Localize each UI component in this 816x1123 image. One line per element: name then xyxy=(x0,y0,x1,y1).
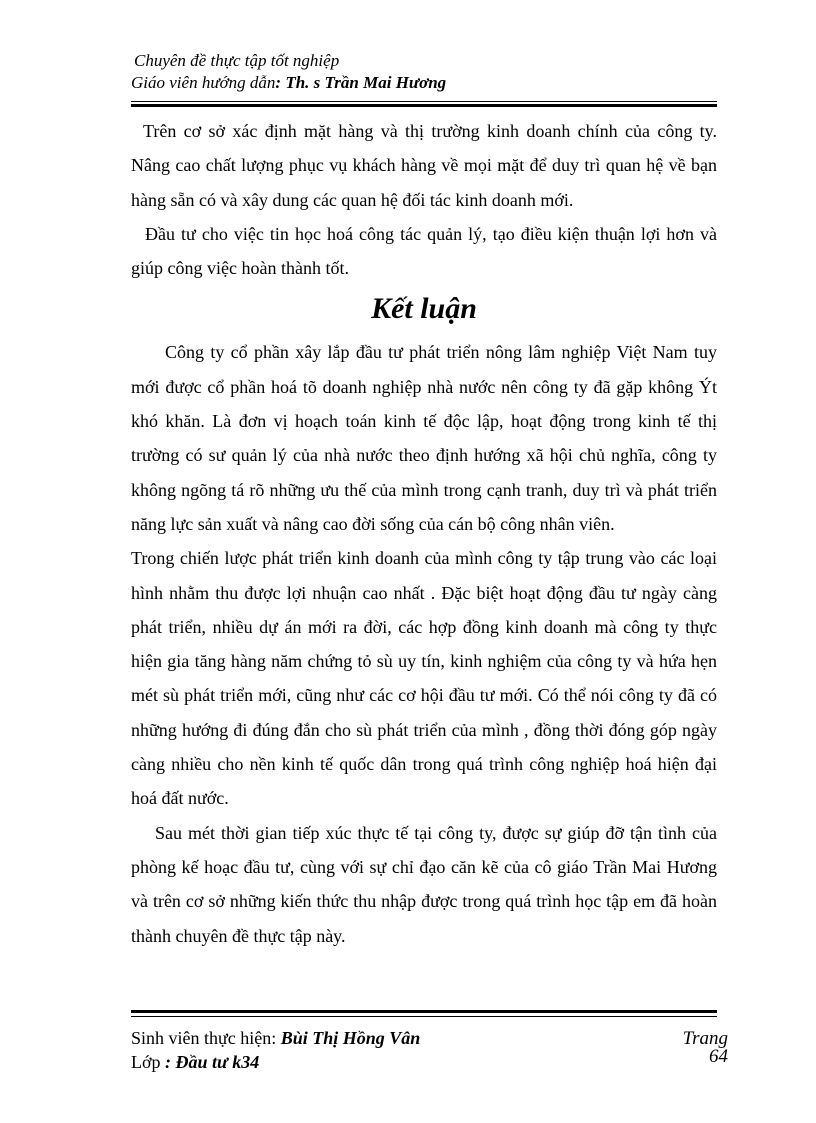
page-label: Trang xyxy=(682,1028,728,1049)
teacher-label: Giáo viên hướng dẫn xyxy=(131,73,276,92)
student-label: Sinh viên thực hiện: xyxy=(131,1028,277,1048)
header-subject: Chuyên đề thực tập tốt nghiệp xyxy=(134,51,340,70)
paragraph-5: Sau mét thời gian tiếp xúc thực tế tại công ty, được sự giúp đỡ tận tình của phòng kế hoạc đầu tư, cùng với sự chỉ đạo căn kẽ của cô giáo Trần Mai Hương và trên cơ sở những kiến thức thu nhập được trong quá trình học tập em đã hoàn thành chuyên đề thực tập này. xyxy=(131,822,717,946)
document-body xyxy=(131,114,717,953)
footer-divider xyxy=(131,1010,717,1017)
student-name: Bùi Thị Hồng Vân xyxy=(280,1028,421,1048)
page-number: 64 xyxy=(709,1046,728,1067)
class-label: Lớp xyxy=(131,1052,161,1072)
page-number-block xyxy=(683,1030,728,1066)
page-header xyxy=(131,50,731,94)
header-divider xyxy=(131,101,717,107)
footer-class xyxy=(131,1046,731,1074)
paragraph-3: Công ty cổ phần xây lắp đầu tư phát triển nông lâm nghiệp Việt Nam tuy mới được cổ phần hoá tõ doanh nghiệp nhà nước nên công ty đã gặp không Ýt khó khăn. Là đơn vị hoạch toán kinh tế độc lập, hoạt động trong kinh tế thị trường có sư quản lý của nhà nước theo định hướng xã hội chủ nghĩa, công ty không ngõng tá rõ những ưu thế của mình trong cạnh tranh, duy trì và phát triển năng lực sản xuất và nâng cao đời sống của cán bộ công nhân viên. xyxy=(131,342,717,534)
teacher-name: : Th. s Trần Mai Hương xyxy=(275,73,447,92)
paragraph-2: Đầu tư cho việc tin học hoá công tác quản lý, tạo điều kiện thuận lợi hơn và giúp công việc hoàn thành tốt. xyxy=(131,223,717,279)
paragraph-4: Trong chiến lược phát triển kinh doanh của mình công ty tập trung vào các loại hình nhằm thu được lợi nhuận cao nhất . Đặc biệt hoạt động đầu tư ngày càng phát triển, nhiều dự án mới ra đời, các hợp đồng kinh doanh mà công ty thực hiện gia tăng hàng năm chứng tỏ sù uy tín, kinh nghiệm của công ty và hứa hẹn mét sù phát triển mới, cũng như các cơ hội đầu tư mới. Có thể nói công ty đã có những hướng đi đúng đắn cho sù phát triển của mình , đồng thời đóng góp ngày càng nhiều cho nền kinh tế quốc dân trong quá trình công nghiệp hoá hiện đại hoá đất nước. xyxy=(131,548,717,809)
header-teacher xyxy=(131,72,731,94)
class-name: : Đầu tư k34 xyxy=(165,1052,260,1072)
footer-student xyxy=(131,1026,731,1050)
page-footer xyxy=(131,1026,731,1074)
paragraph-1: Trên cơ sở xác định mặt hàng và thị trường kinh doanh chính của công ty. Nâng cao chất lượng phục vụ khách hàng về mọi mặt để duy trì quan hệ về bạn hàng sẵn có và xây dung các quan hệ đối tác kinh doanh mới. xyxy=(131,121,717,210)
section-heading: Kết luận xyxy=(371,292,477,326)
